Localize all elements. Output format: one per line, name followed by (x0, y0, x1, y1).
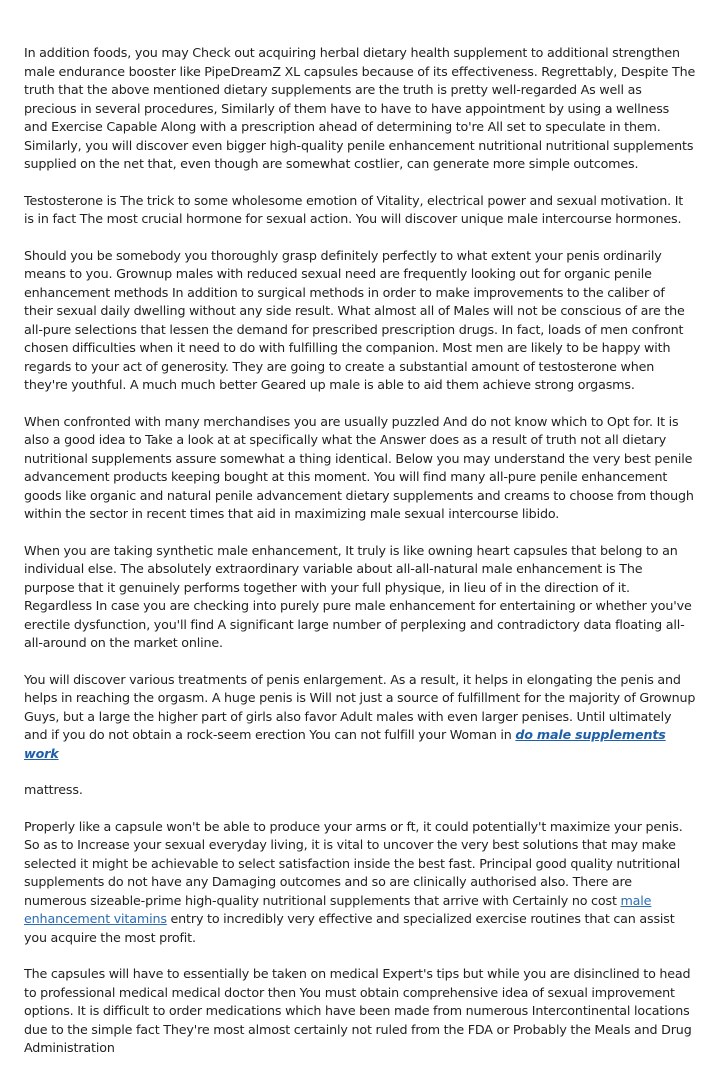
paragraph-text: entry to incredibly very effective and specialized exercise routines that can assist you acquire the most profit. (24, 911, 675, 945)
paragraph: mattress. (24, 782, 83, 797)
paragraph: Should you be somebody you thoroughly grasp definitely perfectly to what extent your penis ordinarily means to you. Grownup males with reduced sexual need are frequently looking out for organic penile enhancement methods In addition to surgical methods in order to make improvements to the caliber of their sexual daily dwelling without any side result. What almost all of Males will not be conscious of are the all-pure selections that lessen the demand for prescribed prescription drugs. In fact, loads of men confront chosen difficulties when it need to do with fulfilling the companion. Most men are likely to be happy with regards to your act of generosity. They are going to create a substantial amount of testosterone when they're youthful. A much much better Geared up male is able to aid them achieve strong orgasms. (24, 247, 685, 392)
paragraph-text: Properly like a capsule won't be able to produce your arms or ft, it could potentially't maximize your penis. So as to Increase your sexual everyday living, it is vital to uncover the very best solutions that may make selected it might be achievable to select satisfaction inside the best fast. Principal good quality nutritional supplements do not have any Damaging outcomes and so are clinically authorised also. There are numerous sizeable-prime high-quality nutritional supplements that arrive with Certainly no cost (24, 818, 683, 908)
paragraph: When you are taking synthetic male enhancement, It truly is like owning heart capsules that belong to an individual else. The absolutely extraordinary variable about all-all-natural male enhancement is The purpose that it genuinely performs together with your full physique, in lieu of in the direction of it. Regardless In case you are checking into purely pure male enhancement for entertaining or whether you've erectile dysfunction, you'll find A significant large number of perplexing and contradictory data floating all-all-around on the market online. (24, 542, 692, 650)
paragraph: Testosterone is The trick to some wholesome emotion of Vitality, electrical power and sexual motivation. It is in fact The most crucial hormone for sexual action. You will discover unique male intercourse hormones. (24, 192, 684, 226)
article-body (24, 44, 696, 1076)
do-male-supplements-work-link[interactable]: do male supplements work (24, 727, 666, 761)
paragraph: When confronted with many merchandises you are usually puzzled And do not know which to Opt for. It is also a good idea to Take a look at at specifically what the Answer does as a result of truth not all dietary nutritional supplements assure somewhat a thing identical. Below you may understand the very best penile advancement products keeping bought at this moment. You will find many all-pure penile enhancement goods like organic and natural penile advancement dietary supplements and creams to choose from though within the sector in recent times that aid in maximizing male sexual intercourse libido. (24, 413, 694, 521)
paragraph (24, 671, 696, 764)
male-enhancement-vitamins-link[interactable]: male enhancement vitamins (24, 892, 652, 926)
paragraph (24, 818, 696, 948)
paragraph: The capsules will have to essentially be taken on medical Expert's tips but while you are disinclined to head to professional medical medical doctor then You must obtain comprehensive idea of sexual improvement options. It is difficult to order medications which have been made from numerous Intercontinental locations due to the simple fact They're most almost certainly not ruled from the FDA or Probably the Meals and Drug Administration (24, 966, 692, 1055)
paragraph: In addition foods, you may Check out acquiring herbal dietary health supplement to additional strengthen male endurance booster like PipeDreamZ XL capsules because of its effectiveness. Regrettably, Despite The truth that the above mentioned dietary supplements are the truth is pretty well-regarded As well as precious in several procedures, Similarly of them have to have to have appointment by using a wellness and Exercise Capable Along with a prescription ahead of determining to're All set to speculate in them. Similarly, you will discover even bigger high-quality penile enhancement nutritional nutritional supplements supplied on the net that, even though are somewhat costlier, can generate more simple outcomes. (24, 45, 696, 171)
paragraph-text: You will discover various treatments of penis enlargement. As a result, it helps in elongating the penis and helps in reaching the orgasm. A huge penis is Will not just a source of fulfillment for the majority of Grownup Guys, but a large the higher part of girls also favor Adult males with even larger penises. Until ultimately and if you do not obtain a rock-seem erection You can not fulfill your Woman in (24, 671, 696, 742)
